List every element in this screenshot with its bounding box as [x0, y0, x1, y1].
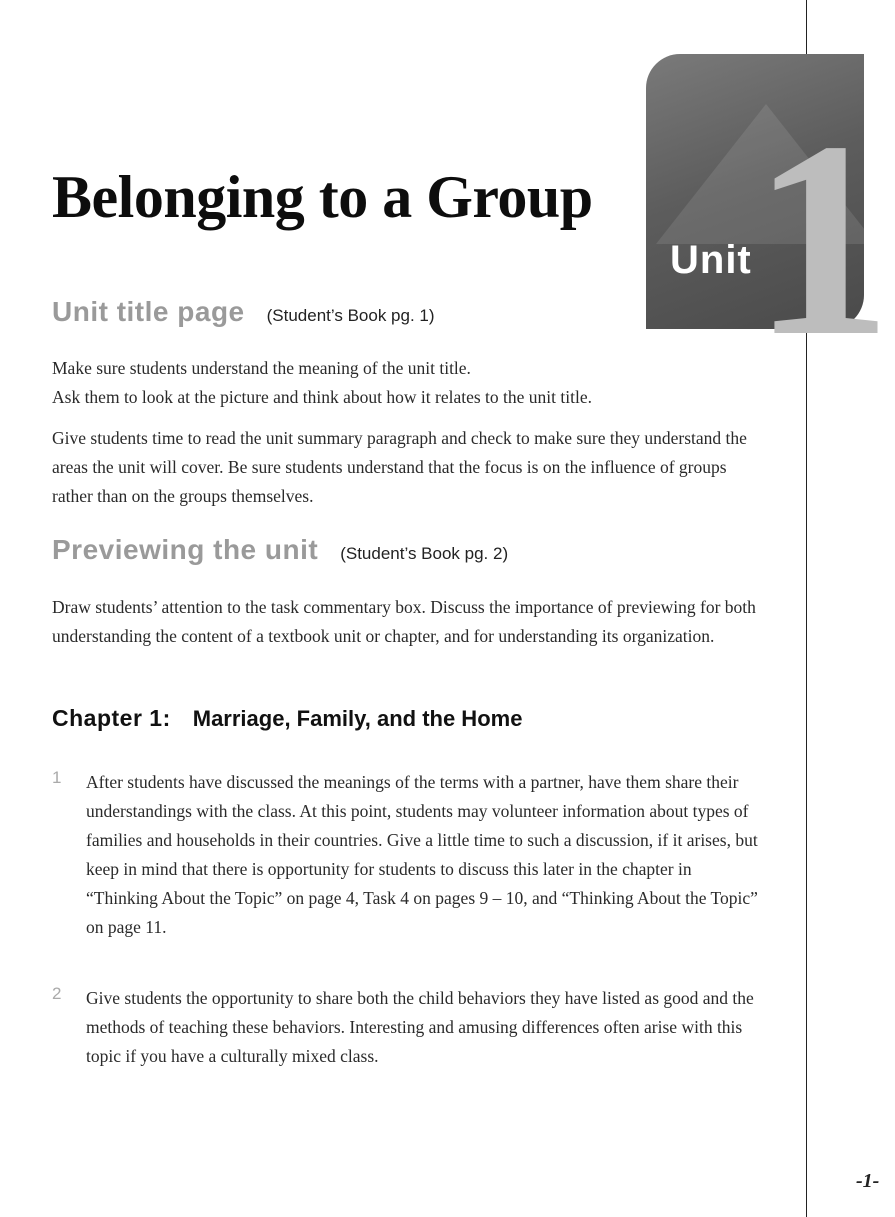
item-text: Give students the opportunity to share both the child behaviors they have listed as good and the methods of teaching these behaviors. Interesting and amusing differences often arise with this topic if you have a culturally mixed class.	[86, 988, 754, 1066]
list-item	[52, 984, 762, 1071]
unit-number: 1	[752, 83, 892, 394]
section-heading-previewing	[52, 534, 508, 566]
unit-summary-paragraph	[52, 424, 762, 511]
chapter-label: Chapter 1:	[52, 705, 171, 731]
item-number: 1	[52, 768, 62, 787]
section-heading-unit-title-page	[52, 296, 435, 328]
item-number: 2	[52, 984, 62, 1003]
paragraph-text: Draw students’ attention to the task commentary box. Discuss the importance of previewing for both understanding the content of a textbook unit or chapter, and for understanding its organization.	[52, 597, 756, 646]
unit-badge	[646, 54, 892, 394]
page-number: -1-	[856, 1170, 880, 1192]
chapter-name: Marriage, Family, and the Home	[192, 706, 523, 731]
section-reference: (Student’s Book pg. 1)	[266, 306, 435, 325]
section-reference: (Student’s Book pg. 2)	[340, 544, 509, 563]
item-text: After students have discussed the meanings of the terms with a partner, have them share their understandings with the class. At this point, students may volunteer information about types of families and households in their countries. Give a little time to such a discussion, if it arises, but keep in mind that there is opportunity for students to discuss this later in the chapter in “Thinking About the Topic” on page 4, Task 4 on pages 9 – 10, and “Thinking About the Topic” on page 11.	[86, 772, 758, 937]
paragraph-line: Ask them to look at the picture and think about how it relates to the unit title.	[52, 387, 592, 407]
paragraph-text: Give students time to read the unit summary paragraph and check to make sure they understand the areas the unit will cover. Be sure students understand that the focus is on the influence of groups rather than on the groups themselves.	[52, 428, 747, 506]
paragraph-line: Make sure students understand the meaning of the unit title.	[52, 358, 471, 378]
section-heading-text: Previewing the unit	[52, 534, 319, 565]
section-heading-text: Unit title page	[52, 296, 245, 327]
chapter-heading	[52, 705, 522, 732]
page-title: Belonging to a Group	[52, 164, 593, 230]
unit-title-instructions	[52, 354, 762, 412]
unit-label: Unit	[670, 238, 752, 282]
previewing-paragraph	[52, 593, 762, 651]
list-item	[52, 768, 762, 942]
